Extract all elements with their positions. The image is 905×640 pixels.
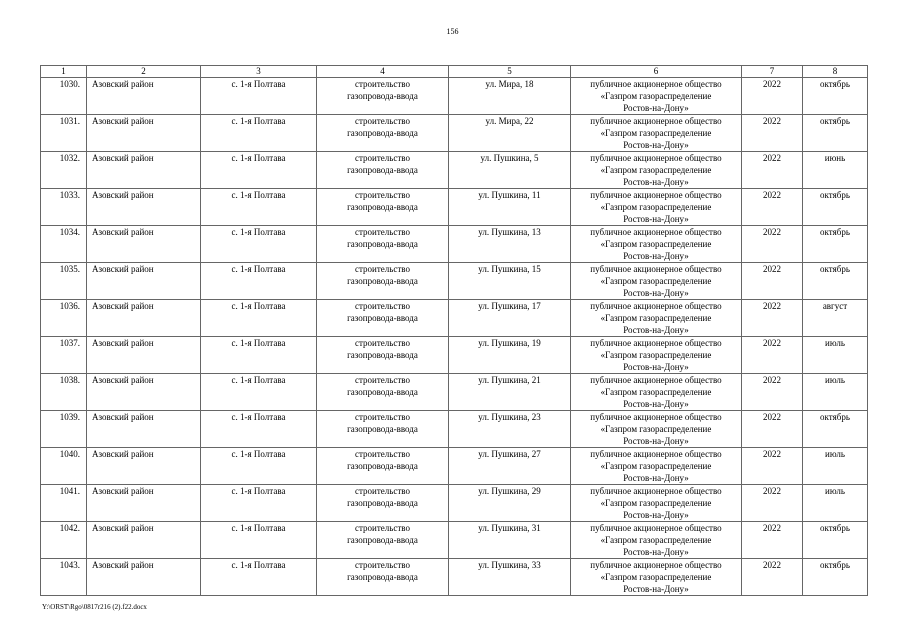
organization-cell [571, 263, 742, 300]
organization-cell [571, 559, 742, 596]
organization-line: «Газпром газораспределение [600, 165, 712, 175]
organization-line: Ростов-на-Дону» [623, 362, 689, 372]
work-type-line: строительство [355, 227, 410, 237]
row-number-cell: 1035. [41, 263, 87, 300]
locality-cell: с. 1-я Полтава [201, 115, 317, 152]
work-type-cell [317, 300, 449, 337]
locality-cell: с. 1-я Полтава [201, 485, 317, 522]
work-type-cell [317, 78, 449, 115]
column-header: 2 [87, 66, 201, 78]
organization-line: публичное акционерное общество [590, 116, 722, 126]
work-type-cell [317, 485, 449, 522]
organization-line: Ростов-на-Дону» [623, 325, 689, 335]
work-type-line: газопровода-ввода [347, 387, 418, 397]
organization-line: Ростов-на-Дону» [623, 251, 689, 261]
work-type-cell [317, 374, 449, 411]
address-cell: ул. Пушкина, 23 [449, 411, 571, 448]
organization-line: публичное акционерное общество [590, 486, 722, 496]
organization-line: Ростов-на-Дону» [623, 177, 689, 187]
row-number-cell: 1037. [41, 337, 87, 374]
organization-cell [571, 78, 742, 115]
organization-line: публичное акционерное общество [590, 153, 722, 163]
work-type-line: газопровода-ввода [347, 498, 418, 508]
year-cell: 2022 [742, 226, 803, 263]
organization-cell [571, 226, 742, 263]
work-type-cell [317, 226, 449, 263]
year-cell: 2022 [742, 152, 803, 189]
organization-cell [571, 189, 742, 226]
organization-line: «Газпром газораспределение [600, 350, 712, 360]
table-row [41, 559, 868, 596]
organization-cell [571, 337, 742, 374]
month-cell: октябрь [803, 263, 868, 300]
organization-line: Ростов-на-Дону» [623, 103, 689, 113]
table-row [41, 374, 868, 411]
month-cell: август [803, 300, 868, 337]
organization-line: «Газпром газораспределение [600, 572, 712, 582]
locality-cell: с. 1-я Полтава [201, 559, 317, 596]
table-row [41, 189, 868, 226]
organization-line: Ростов-на-Дону» [623, 584, 689, 594]
address-cell: ул. Пушкина, 5 [449, 152, 571, 189]
organization-line: публичное акционерное общество [590, 412, 722, 422]
row-number-cell: 1041. [41, 485, 87, 522]
locality-cell: с. 1-я Полтава [201, 78, 317, 115]
year-cell: 2022 [742, 559, 803, 596]
work-type-line: строительство [355, 301, 410, 311]
organization-cell [571, 115, 742, 152]
organization-line: публичное акционерное общество [590, 190, 722, 200]
work-type-line: газопровода-ввода [347, 535, 418, 545]
table-row [41, 411, 868, 448]
organization-line: Ростов-на-Дону» [623, 288, 689, 298]
table-row [41, 152, 868, 189]
page-number: 156 [446, 27, 459, 36]
work-type-cell [317, 115, 449, 152]
column-header: 5 [449, 66, 571, 78]
organization-line: публичное акционерное общество [590, 560, 722, 570]
locality-cell: с. 1-я Полтава [201, 411, 317, 448]
column-header: 6 [571, 66, 742, 78]
district-cell: Азовский район [87, 411, 201, 448]
organization-cell [571, 300, 742, 337]
organization-line: «Газпром газораспределение [600, 128, 712, 138]
address-cell: ул. Пушкина, 31 [449, 522, 571, 559]
district-cell: Азовский район [87, 226, 201, 263]
month-cell: октябрь [803, 559, 868, 596]
district-cell: Азовский район [87, 152, 201, 189]
header-row [41, 66, 868, 78]
address-cell: ул. Пушкина, 27 [449, 448, 571, 485]
row-number-cell: 1039. [41, 411, 87, 448]
month-cell: июль [803, 448, 868, 485]
address-cell: ул. Пушкина, 19 [449, 337, 571, 374]
organization-line: «Газпром газораспределение [600, 535, 712, 545]
month-cell: июль [803, 374, 868, 411]
organization-cell [571, 411, 742, 448]
month-cell: октябрь [803, 226, 868, 263]
year-cell: 2022 [742, 263, 803, 300]
district-cell: Азовский район [87, 448, 201, 485]
month-cell: октябрь [803, 78, 868, 115]
column-header: 3 [201, 66, 317, 78]
organization-line: публичное акционерное общество [590, 227, 722, 237]
organization-line: публичное акционерное общество [590, 338, 722, 348]
work-type-cell [317, 411, 449, 448]
organization-line: Ростов-на-Дону» [623, 547, 689, 557]
column-header: 4 [317, 66, 449, 78]
table-row [41, 226, 868, 263]
locality-cell: с. 1-я Полтава [201, 189, 317, 226]
work-type-line: газопровода-ввода [347, 313, 418, 323]
month-cell: октябрь [803, 189, 868, 226]
organization-line: Ростов-на-Дону» [623, 399, 689, 409]
district-cell: Азовский район [87, 337, 201, 374]
work-type-line: строительство [355, 79, 410, 89]
row-number-cell: 1038. [41, 374, 87, 411]
address-cell: ул. Пушкина, 15 [449, 263, 571, 300]
month-cell: июль [803, 337, 868, 374]
organization-line: «Газпром газораспределение [600, 239, 712, 249]
address-cell: ул. Пушкина, 13 [449, 226, 571, 263]
column-header: 1 [41, 66, 87, 78]
work-type-line: строительство [355, 486, 410, 496]
work-type-line: газопровода-ввода [347, 350, 418, 360]
month-cell: октябрь [803, 522, 868, 559]
work-type-cell [317, 337, 449, 374]
district-cell: Азовский район [87, 559, 201, 596]
work-type-cell [317, 152, 449, 189]
work-type-line: строительство [355, 449, 410, 459]
month-cell: июль [803, 485, 868, 522]
address-cell: ул. Пушкина, 33 [449, 559, 571, 596]
row-number-cell: 1032. [41, 152, 87, 189]
district-cell: Азовский район [87, 485, 201, 522]
organization-line: Ростов-на-Дону» [623, 473, 689, 483]
organization-line: «Газпром газораспределение [600, 387, 712, 397]
year-cell: 2022 [742, 485, 803, 522]
year-cell: 2022 [742, 448, 803, 485]
address-cell: ул. Пушкина, 11 [449, 189, 571, 226]
district-cell: Азовский район [87, 263, 201, 300]
organization-cell [571, 485, 742, 522]
organization-cell [571, 374, 742, 411]
table-row [41, 448, 868, 485]
organization-line: публичное акционерное общество [590, 79, 722, 89]
organization-line: публичное акционерное общество [590, 449, 722, 459]
organization-cell [571, 152, 742, 189]
row-number-cell: 1034. [41, 226, 87, 263]
year-cell: 2022 [742, 374, 803, 411]
work-type-cell [317, 263, 449, 300]
table-row [41, 263, 868, 300]
organization-line: Ростов-на-Дону» [623, 214, 689, 224]
work-type-line: строительство [355, 190, 410, 200]
year-cell: 2022 [742, 522, 803, 559]
district-cell: Азовский район [87, 115, 201, 152]
work-type-line: газопровода-ввода [347, 128, 418, 138]
row-number-cell: 1036. [41, 300, 87, 337]
locality-cell: с. 1-я Полтава [201, 226, 317, 263]
organization-line: публичное акционерное общество [590, 301, 722, 311]
table-row [41, 115, 868, 152]
organization-line: Ростов-на-Дону» [623, 510, 689, 520]
work-type-line: строительство [355, 560, 410, 570]
organization-line: «Газпром газораспределение [600, 498, 712, 508]
locality-cell: с. 1-я Полтава [201, 300, 317, 337]
table-body [41, 78, 868, 596]
organization-line: «Газпром газораспределение [600, 276, 712, 286]
work-type-line: строительство [355, 264, 410, 274]
month-cell: июнь [803, 152, 868, 189]
table-row [41, 337, 868, 374]
work-type-line: строительство [355, 523, 410, 533]
year-cell: 2022 [742, 411, 803, 448]
year-cell: 2022 [742, 337, 803, 374]
organization-cell [571, 448, 742, 485]
work-type-line: газопровода-ввода [347, 461, 418, 471]
row-number-cell: 1030. [41, 78, 87, 115]
work-type-line: газопровода-ввода [347, 239, 418, 249]
district-cell: Азовский район [87, 300, 201, 337]
organization-line: «Газпром газораспределение [600, 424, 712, 434]
work-type-line: газопровода-ввода [347, 276, 418, 286]
locality-cell: с. 1-я Полтава [201, 263, 317, 300]
year-cell: 2022 [742, 115, 803, 152]
schedule-table [40, 65, 868, 596]
organization-line: «Газпром газораспределение [600, 461, 712, 471]
work-type-line: строительство [355, 153, 410, 163]
organization-line: публичное акционерное общество [590, 375, 722, 385]
organization-cell [571, 522, 742, 559]
row-number-cell: 1042. [41, 522, 87, 559]
work-type-line: строительство [355, 375, 410, 385]
address-cell: ул. Пушкина, 29 [449, 485, 571, 522]
address-cell: ул. Пушкина, 17 [449, 300, 571, 337]
work-type-cell [317, 522, 449, 559]
month-cell: октябрь [803, 411, 868, 448]
work-type-line: строительство [355, 412, 410, 422]
address-cell: ул. Мира, 22 [449, 115, 571, 152]
year-cell: 2022 [742, 189, 803, 226]
locality-cell: с. 1-я Полтава [201, 522, 317, 559]
organization-line: «Газпром газораспределение [600, 202, 712, 212]
locality-cell: с. 1-я Полтава [201, 337, 317, 374]
organization-line: Ростов-на-Дону» [623, 436, 689, 446]
work-type-line: строительство [355, 116, 410, 126]
row-number-cell: 1031. [41, 115, 87, 152]
table-row [41, 522, 868, 559]
locality-cell: с. 1-я Полтава [201, 152, 317, 189]
table-row [41, 78, 868, 115]
work-type-line: строительство [355, 338, 410, 348]
work-type-line: газопровода-ввода [347, 202, 418, 212]
row-number-cell: 1043. [41, 559, 87, 596]
work-type-line: газопровода-ввода [347, 165, 418, 175]
address-cell: ул. Мира, 18 [449, 78, 571, 115]
column-header: 8 [803, 66, 868, 78]
work-type-cell [317, 559, 449, 596]
work-type-cell [317, 189, 449, 226]
row-number-cell: 1033. [41, 189, 87, 226]
table-row [41, 300, 868, 337]
district-cell: Азовский район [87, 522, 201, 559]
organization-line: Ростов-на-Дону» [623, 140, 689, 150]
work-type-cell [317, 448, 449, 485]
work-type-line: газопровода-ввода [347, 572, 418, 582]
district-cell: Азовский район [87, 78, 201, 115]
year-cell: 2022 [742, 78, 803, 115]
year-cell: 2022 [742, 300, 803, 337]
organization-line: «Газпром газораспределение [600, 313, 712, 323]
file-path-footer: Y:\ORST\Rgo\0817r216 (2).f22.docx [42, 603, 147, 611]
address-cell: ул. Пушкина, 21 [449, 374, 571, 411]
locality-cell: с. 1-я Полтава [201, 448, 317, 485]
district-cell: Азовский район [87, 374, 201, 411]
column-header: 7 [742, 66, 803, 78]
organization-line: публичное акционерное общество [590, 523, 722, 533]
organization-line: публичное акционерное общество [590, 264, 722, 274]
work-type-line: газопровода-ввода [347, 424, 418, 434]
locality-cell: с. 1-я Полтава [201, 374, 317, 411]
work-type-line: газопровода-ввода [347, 91, 418, 101]
district-cell: Азовский район [87, 189, 201, 226]
table-row [41, 485, 868, 522]
row-number-cell: 1040. [41, 448, 87, 485]
organization-line: «Газпром газораспределение [600, 91, 712, 101]
month-cell: октябрь [803, 115, 868, 152]
